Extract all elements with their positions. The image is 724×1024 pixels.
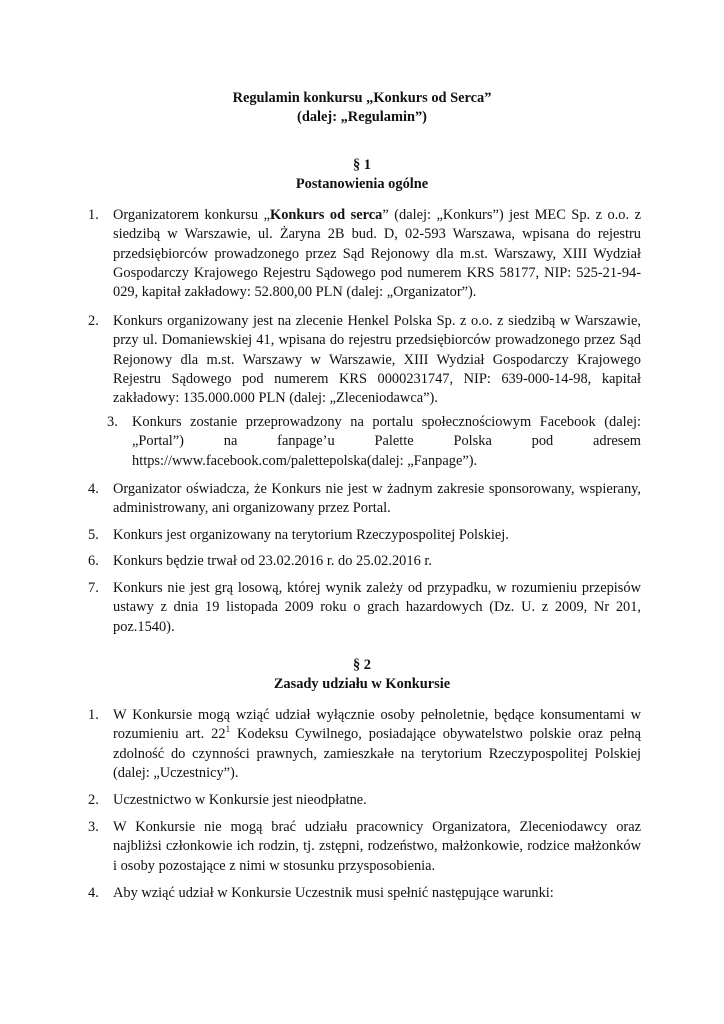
section-2-item-4 bbox=[88, 884, 641, 903]
document-subtitle: (dalej: „Regulamin”) bbox=[297, 109, 427, 125]
section-1-item-3 bbox=[107, 413, 641, 471]
item-text: Aby wziąć udział w Konkursie Uczestnik musi spełnić następujące warunki: bbox=[113, 885, 554, 901]
item-text: Uczestnictwo w Konkursie jest nieodpłatne. bbox=[113, 792, 367, 808]
section-1-item-2 bbox=[88, 312, 641, 408]
item-text: Konkurs nie jest grą losową, której wynik zależy od przypadku, w rozumieniu przepisów ustawy z dnia 19 listopada 2009 roku o grach hazardowych (Dz. U. z 2009, Nr 201, poz.1540). bbox=[113, 580, 641, 635]
item-number: 2. bbox=[88, 792, 99, 808]
item-number: 3. bbox=[88, 819, 99, 835]
item-text: Konkurs jest organizowany na terytorium Rzeczypospolitej Polskiej. bbox=[113, 527, 509, 543]
document-title: Regulamin konkursu „Konkurs od Serca” bbox=[232, 90, 492, 106]
item-number: 4. bbox=[88, 481, 99, 497]
item-text: Konkurs zostanie przeprowadzony na portalu społecznościowym Facebook (dalej: „Portal”) na fanpage’u Palette Polska pod adresem https://www.facebook.com/palettepolska(dalej: „Fanpage”). bbox=[132, 414, 641, 469]
item-text: W Konkursie mogą wziąć udział wyłącznie osoby pełnoletnie, będące konsumentami w rozumieniu art. $22^1$ Kodeksu Cywilnego, posiadające obywatelstwo polskie oraz pełną zdolność do czynności prawnych, zamieszkałe na terytorium Rzeczypospolitej Polskiej (dalej: „Uczestnicy”). bbox=[113, 707, 641, 781]
item-number: 2. bbox=[88, 313, 99, 329]
item-text: Konkurs będzie trwał od 23.02.2016 r. do 25.02.2016 r. bbox=[113, 553, 432, 569]
section-1-item-1 bbox=[88, 206, 641, 302]
contest-name-bold: Konkurs od serca bbox=[270, 207, 383, 223]
item-number: 1. bbox=[88, 707, 99, 723]
item-number: 4. bbox=[88, 885, 99, 901]
section-1-item-6 bbox=[88, 552, 641, 571]
section-2-item-3 bbox=[88, 818, 641, 876]
section-2-item-2 bbox=[88, 791, 641, 810]
item-text: W Konkursie nie mogą brać udziału pracownicy Organizatora, Zleceniodawcy oraz najbliżsi członkowie ich rodzin, tj. zstępni, rodzeństwo, małżonkowie, rodzice małżonków i osoby pozostające z nimi w stosunku przysposobienia. bbox=[113, 819, 641, 874]
section-2-title: Zasady udziału w Konkursie bbox=[273, 676, 451, 692]
section-1-item-5 bbox=[88, 526, 641, 545]
superscript: 1 bbox=[225, 724, 231, 735]
item-text: Konkurs organizowany jest na zlecenie Henkel Polska Sp. z o.o. z siedzibą w Warszawie, przy ul. Domaniewskiej 41, wpisana do rejestru przedsiębiorców prowadzonego przez Sąd Rejonowy dla m.st. Warszawy w Warszawie, XIII Wydział Gospodarczy Krajowego Rejestru Sądowego pod numerem KRS 0000231747, NIP: 639-000-14-98, kapitał zakładowy: 135.000.000 PLN (dalej: „Zleceniodawca”). bbox=[113, 313, 641, 407]
section-2-item-1 bbox=[88, 706, 641, 783]
section-1-title: Postanowienia ogólne bbox=[295, 176, 429, 192]
item-text: Organizatorem konkursu „Konkurs od serca” (dalej: „Konkurs”) jest MEC Sp. z o.o. z siedzibą w Warszawie, ul. Żaryna 2B bud. D, 02-593 Warszawa, wpisana do rejestru przedsiębiorców prowadzonego przez Sąd Rejonowy dla m.st. Warszawy, XIII Wydział Gospodarczy Krajowego Rejestru Sądowego pod numerem KRS 58177, NIP: 525-21-94-029, kapitał zakładowy: 52.800,00 PLN (dalej: „Organizator”). bbox=[113, 207, 641, 301]
item-number: 6. bbox=[88, 553, 99, 569]
section-1-item-7 bbox=[88, 579, 641, 637]
item-number: 5. bbox=[88, 527, 99, 543]
section-1-number: § 1 bbox=[353, 157, 371, 173]
item-number: 3. bbox=[107, 414, 118, 430]
item-text: Organizator oświadcza, że Konkurs nie jest w żadnym zakresie sponsorowany, wspierany, administrowany, ani organizowany przez Portal. bbox=[113, 481, 641, 517]
item-number: 1. bbox=[88, 207, 99, 223]
section-2-number: § 2 bbox=[353, 657, 371, 673]
item-number: 7. bbox=[88, 580, 99, 596]
section-1-item-4 bbox=[88, 480, 641, 519]
